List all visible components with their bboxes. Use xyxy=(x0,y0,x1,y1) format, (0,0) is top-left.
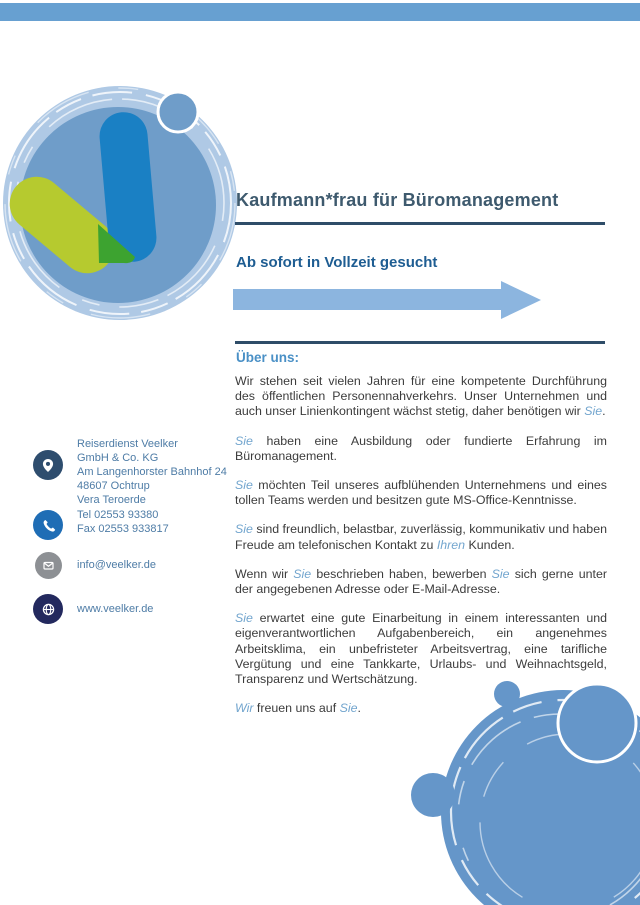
logo-satellite-circle xyxy=(158,92,198,132)
top-accent-bar xyxy=(0,3,640,21)
circles-decoration xyxy=(400,650,640,905)
paragraph-text: Kunden. xyxy=(465,537,515,552)
paragraph-text: erwartet eine gute Einarbeitung in einem interessanten und eigenverantwortlichen Aufgabenbereich, ein angenehmes Arbeitsklima, ein unbefristeter Arbeitsvertrag, eine tarifliche Vergütung und eine Tankkarte, Urlaubs- und Weihnachtsgeld, Transparenz und Wertschätzung. xyxy=(235,611,607,687)
about-paragraph xyxy=(235,434,607,464)
job-subtitle: Ab sofort in Vollzeit gesucht xyxy=(236,254,438,271)
title-underline xyxy=(235,222,605,225)
accent-word: Sie xyxy=(235,433,253,448)
about-paragraph xyxy=(235,478,607,508)
paragraph-text: sich gerne unter der angegebenen Adresse oder E-Mail-Adresse. xyxy=(235,566,607,597)
accent-word: Sie xyxy=(339,701,358,716)
contact-phone-line: Fax 02553 933817 xyxy=(77,522,169,535)
contact-address-line: 48607 Ochtrup xyxy=(77,479,150,492)
accent-word: Sie xyxy=(235,522,253,537)
location-icon xyxy=(33,450,63,480)
contact-phone xyxy=(33,506,243,540)
job-title: Kaufmann*frau für Büromanagement xyxy=(236,190,559,210)
contact-address-line: Reiserdienst Veelker xyxy=(77,438,178,450)
about-heading: Über uns: xyxy=(236,350,300,365)
about-paragraph xyxy=(235,374,607,420)
paragraph-text: möchten Teil unseres aufblühenden Unternehmens und eines tollen Teams werden und besitzen gute MS-Office-Kenntnisse. xyxy=(235,478,607,508)
paragraph-text: sind freundlich, belastbar, zuverlässig, kommunikativ und haben Freude am telefonischen Kontakt zu xyxy=(235,522,607,552)
paragraph-text: beschrieben haben, bewerben xyxy=(311,566,492,581)
paragraph-text: Wir stehen seit vielen Jahren für eine kompetente Durchführung des öffentlichen Personennahverkehrs. Unser Unternehmen und auch unser Linienkontingent wächst stetig, daher benötigen wir xyxy=(235,374,607,419)
accent-word: Sie xyxy=(235,478,253,493)
accent-word: Sie xyxy=(293,566,312,581)
veelker-logo xyxy=(0,58,258,348)
accent-word: Sie xyxy=(491,566,510,581)
website-link[interactable]: www.veelker.de xyxy=(77,603,154,615)
contact-address-line: Vera Teroerde xyxy=(77,493,146,506)
globe-icon xyxy=(33,594,63,624)
about-paragraph xyxy=(235,567,607,597)
email-icon xyxy=(35,552,62,579)
right-arrow-icon xyxy=(233,281,543,321)
accent-word: Ihren xyxy=(436,537,466,552)
paragraph-text: Wenn wir xyxy=(235,566,294,581)
contact-address xyxy=(33,438,243,508)
accent-word: Sie xyxy=(235,611,253,626)
paragraph-text: freuen uns auf xyxy=(253,701,340,716)
about-overline xyxy=(235,341,605,344)
contact-address-line: Am Langenhorster Bahnhof 24 xyxy=(77,465,227,478)
phone-icon xyxy=(33,510,63,540)
contact-website xyxy=(33,594,243,624)
paragraph-text: . xyxy=(357,701,361,716)
contact-address-line: GmbH & Co. KG xyxy=(77,451,159,464)
contact-phone-line: Tel 02553 93380 xyxy=(77,509,159,521)
accent-word: Wir xyxy=(235,701,254,716)
paragraph-text: . xyxy=(602,404,606,419)
paragraph-text: haben eine Ausbildung oder fundierte Erfahrung im Büromanagement. xyxy=(235,433,607,463)
contact-email xyxy=(33,552,243,579)
email-link[interactable]: info@veelker.de xyxy=(77,559,157,571)
accent-word: Sie xyxy=(584,404,603,419)
about-paragraph xyxy=(235,522,607,552)
